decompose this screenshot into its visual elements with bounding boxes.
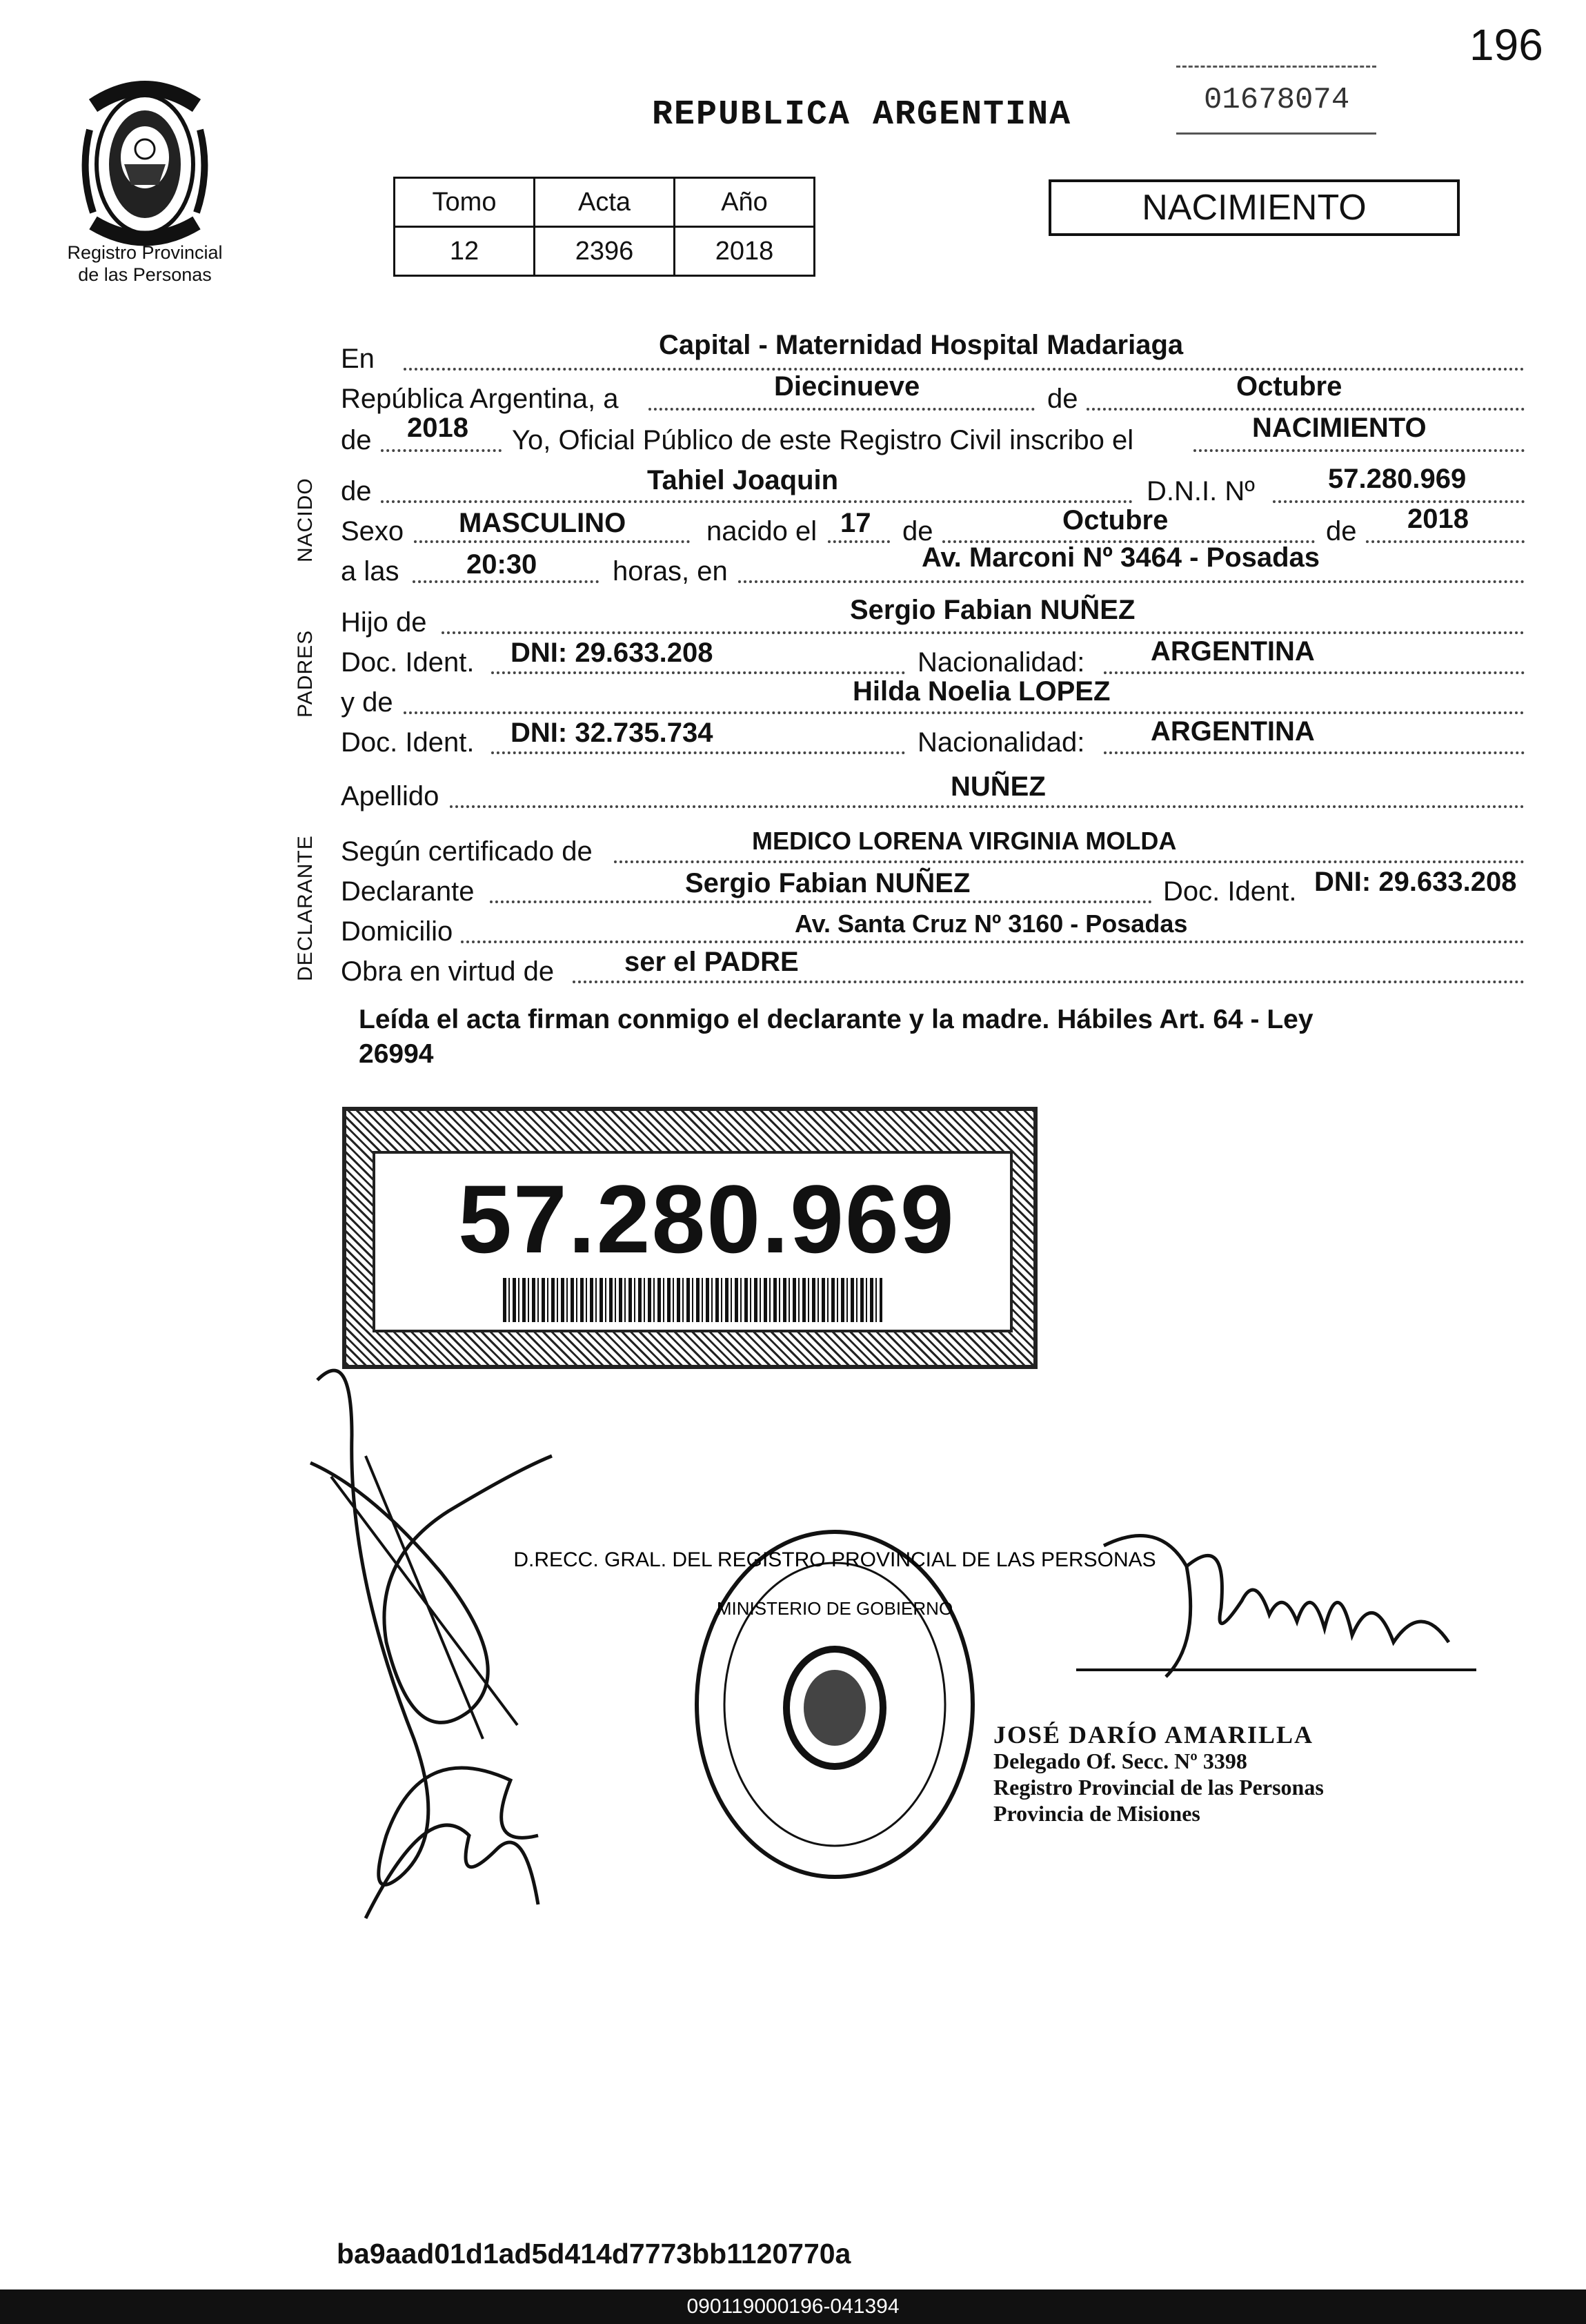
dotted-line xyxy=(1104,751,1525,754)
dotted-line xyxy=(614,860,1525,863)
official-stamp xyxy=(993,1722,1324,1826)
nombre-value: Tahiel Joaquin xyxy=(647,465,839,495)
republica-label: República Argentina, a xyxy=(341,384,619,414)
side-label-nacido: NACIDO xyxy=(294,477,317,562)
seal-outer-text: D.RECC. GRAL. DEL REGISTRO PROVINCIAL DE LAS PERSONAS xyxy=(513,1548,1156,1571)
de2-label: de xyxy=(341,425,372,455)
signature-right xyxy=(1076,1504,1490,1711)
closing-statement xyxy=(359,1003,1532,1072)
segun-value: MEDICO LORENA VIRGINIA MOLDA xyxy=(752,827,1177,855)
dni-sticker-number: 57.280.969 xyxy=(458,1165,955,1273)
dotted-line xyxy=(404,368,1525,371)
closing-statement-line1: Leída el acta firman conmigo el declarante y la madre. Hábiles Art. 64 - Ley xyxy=(359,1005,1314,1034)
padre-value: Sergio Fabian NUÑEZ xyxy=(850,595,1136,625)
dotted-line xyxy=(414,540,690,543)
tomo-value: 12 xyxy=(395,227,535,276)
declarante-label: Declarante xyxy=(341,876,475,907)
dotted-line xyxy=(1104,671,1525,674)
dotted-line xyxy=(461,941,1525,943)
apellido-label: Apellido xyxy=(341,781,439,811)
seal-inner-text: MINISTERIO DE GOBIERNO xyxy=(716,1598,953,1619)
doc2-value: DNI: 32.735.734 xyxy=(511,718,713,748)
tomo-header: Tomo xyxy=(395,178,535,227)
dotted-line xyxy=(1193,449,1525,452)
doc1-label: Doc. Ident. xyxy=(341,647,475,678)
nacido-anio-value: 2018 xyxy=(1407,504,1469,534)
anio-value: 2018 xyxy=(675,227,815,276)
hijo-label: Hijo de xyxy=(341,607,427,638)
barcode-icon xyxy=(503,1278,882,1322)
obra-label: Obra en virtud de xyxy=(341,956,555,987)
page-number: 196 xyxy=(1469,20,1543,70)
inscribo-value: NACIMIENTO xyxy=(1252,413,1427,443)
dotted-line xyxy=(491,751,905,754)
acta-value: 2396 xyxy=(535,227,675,276)
dni-value: 57.280.969 xyxy=(1328,464,1467,494)
dotted-line xyxy=(1366,540,1525,543)
horas-label: horas, en xyxy=(613,556,728,587)
dotted-line xyxy=(381,449,502,452)
en-label: En xyxy=(341,344,375,374)
registry-caption xyxy=(41,242,248,286)
doc3-label: Doc. Ident. xyxy=(1163,876,1297,907)
sexo-label: Sexo xyxy=(341,516,404,546)
country-title: REPUBLICA ARGENTINA xyxy=(652,95,1072,135)
footer-code: 090119000196-041394 xyxy=(0,2289,1586,2324)
registry-caption-line1: Registro Provincial xyxy=(67,242,223,263)
dotted-line xyxy=(404,711,1525,714)
dotted-line xyxy=(1087,408,1525,411)
alas-label: a las xyxy=(341,556,399,587)
side-label-padres: PADRES xyxy=(294,629,317,718)
signature-left xyxy=(290,1352,648,1925)
domicilio-value: Av. Santa Cruz Nº 3160 - Posadas xyxy=(795,909,1188,938)
closing-statement-line2: 26994 xyxy=(359,1039,434,1069)
official-name: JOSÉ DARÍO AMARILLA xyxy=(993,1721,1314,1749)
madre-value: Hilda Noelia LOPEZ xyxy=(853,676,1111,707)
dotted-line xyxy=(450,805,1525,808)
dni-sticker xyxy=(342,1107,1038,1369)
nac2-label: Nacionalidad: xyxy=(918,727,1085,758)
dotted-line xyxy=(381,500,1133,503)
en-value: Capital - Maternidad Hospital Madariaga xyxy=(659,330,1184,360)
declarante-value: Sergio Fabian NUÑEZ xyxy=(685,868,971,898)
nacido-mes-value: Octubre xyxy=(1062,505,1169,535)
domicilio-label: Domicilio xyxy=(341,916,453,947)
mes-value: Octubre xyxy=(1236,371,1342,402)
yde-label: y de xyxy=(341,687,393,718)
doc1-value: DNI: 29.633.208 xyxy=(511,638,713,668)
document-hash: ba9aad01d1ad5d414d7773bb1120770a xyxy=(337,2238,851,2269)
dotted-line xyxy=(490,900,1152,903)
record-type-box: NACIMIENTO xyxy=(1049,179,1460,236)
official-line4: Provincia de Misiones xyxy=(993,1801,1200,1826)
dotted-line xyxy=(491,671,905,674)
dotted-line xyxy=(1273,500,1525,503)
nac1-label: Nacionalidad: xyxy=(918,647,1085,678)
official-line2: Delegado Of. Secc. Nº 3398 xyxy=(993,1749,1247,1773)
dotted-line xyxy=(573,981,1525,983)
nac2-value: ARGENTINA xyxy=(1151,716,1315,747)
anio-inscripcion-value: 2018 xyxy=(407,413,468,443)
nacido-dia-value: 17 xyxy=(840,508,871,538)
dni-label: D.N.I. Nº xyxy=(1147,476,1255,506)
dia-value: Diecinueve xyxy=(774,371,920,402)
record-table xyxy=(393,177,815,277)
lugar-value: Av. Marconi Nº 3464 - Posadas xyxy=(922,542,1320,573)
obra-value: ser el PADRE xyxy=(624,947,799,977)
dotted-line xyxy=(442,631,1525,634)
anio-header: Año xyxy=(675,178,815,227)
dotted-line xyxy=(738,580,1525,583)
registry-caption-line2: de las Personas xyxy=(78,264,212,285)
de3-label: de xyxy=(341,476,372,506)
doc3-value: DNI: 29.633.208 xyxy=(1314,867,1517,897)
de5-label: de xyxy=(1326,516,1357,546)
de4-label: de xyxy=(902,516,933,546)
apellido-value: NUÑEZ xyxy=(951,771,1046,802)
nac1-value: ARGENTINA xyxy=(1151,636,1315,667)
yo-text: Yo, Oficial Público de este Registro Civil inscribo el xyxy=(512,425,1134,455)
side-label-declarante: DECLARANTE xyxy=(294,835,317,981)
de-label: de xyxy=(1047,384,1078,414)
doc2-label: Doc. Ident. xyxy=(341,727,475,758)
sexo-value: MASCULINO xyxy=(459,508,626,538)
nacido-label: nacido el xyxy=(706,516,817,546)
dotted-line xyxy=(413,580,599,583)
official-line3: Registro Provincial de las Personas xyxy=(993,1775,1324,1800)
province-coat-of-arms xyxy=(72,75,217,247)
segun-label: Según certificado de xyxy=(341,836,593,867)
dni-sticker-inner xyxy=(373,1151,1013,1332)
dotted-line xyxy=(648,408,1035,411)
dotted-line xyxy=(828,540,890,543)
acta-header: Acta xyxy=(535,178,675,227)
serial-number: 01678074 xyxy=(1176,66,1376,135)
hora-value: 20:30 xyxy=(466,549,537,580)
